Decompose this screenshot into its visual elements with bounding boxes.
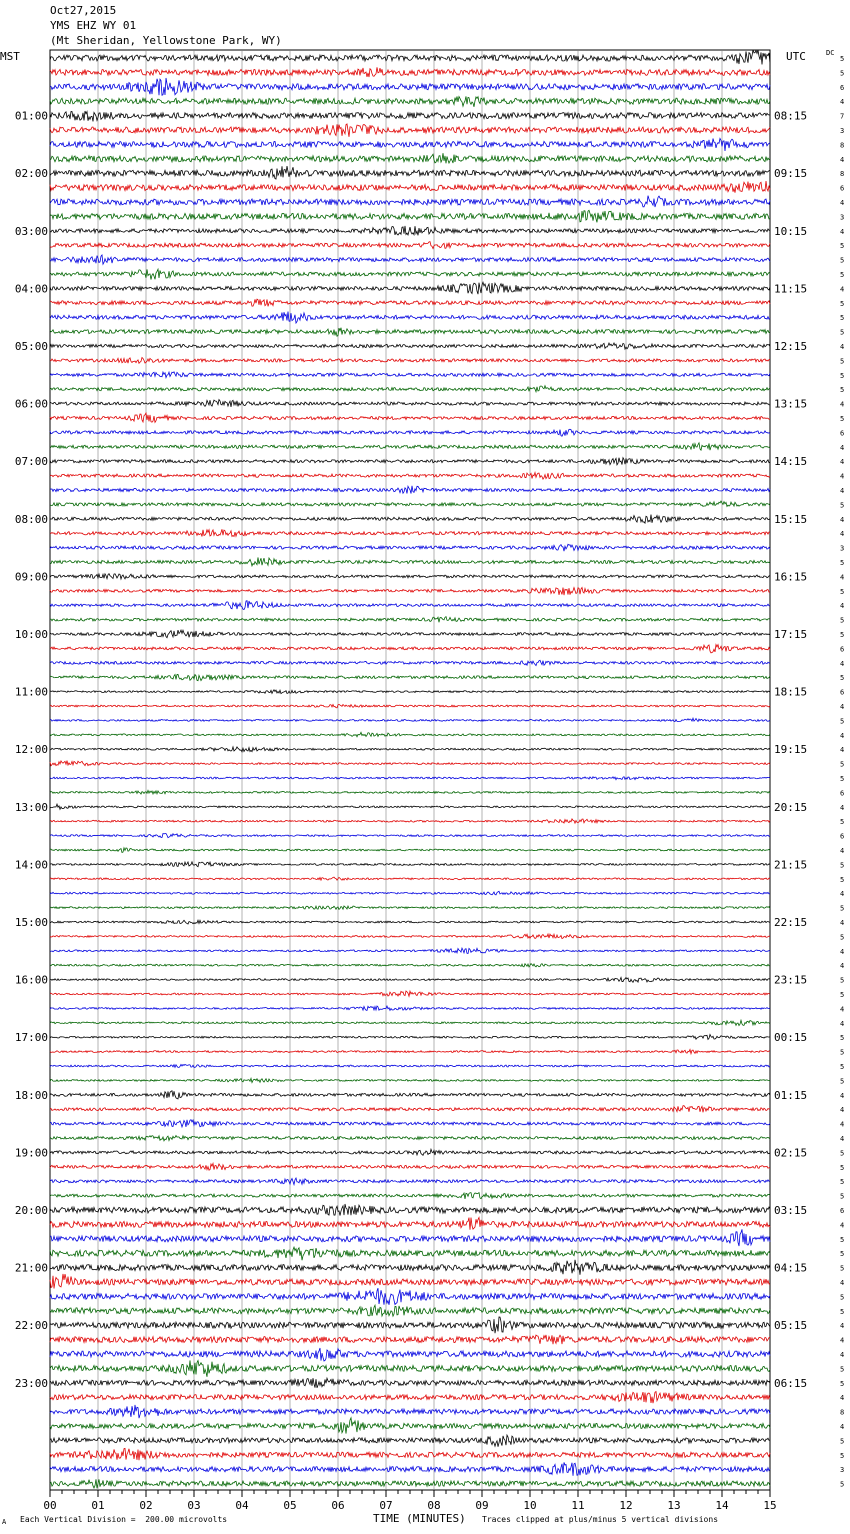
- dc-offset-label: 4: [840, 573, 845, 582]
- dc-offset-label: 5: [840, 1063, 845, 1071]
- x-tick-label: 13: [667, 1499, 681, 1512]
- trace-line: [50, 574, 770, 579]
- dc-offset-label: 5: [840, 386, 845, 395]
- dc-offset-label: 5: [840, 933, 845, 942]
- dc-offset-label: 6: [840, 184, 845, 193]
- left-timezone-label: MST: [0, 50, 20, 63]
- trace-line: [50, 67, 770, 77]
- dc-offset-label: 4: [840, 947, 845, 956]
- trace-line: [50, 153, 770, 163]
- trace-line: [50, 226, 770, 235]
- right-hour-label: 14:15: [774, 455, 808, 469]
- left-hour-label: 10:00: [14, 628, 48, 641]
- trace-line: [50, 977, 770, 982]
- dc-offset-label: 4: [840, 343, 845, 351]
- trace-line: [50, 1229, 770, 1246]
- dc-offset-label: 5: [840, 1437, 845, 1446]
- dc-offset-label: 5: [840, 587, 845, 596]
- right-hour-label: 23:15: [774, 973, 808, 987]
- right-hour-label: 17:15: [774, 628, 808, 641]
- left-hour-label: 07:00: [14, 455, 48, 469]
- right-hour-label: 21:15: [774, 858, 808, 872]
- left-hour-label: 15:00: [14, 916, 48, 929]
- trace-line: [50, 747, 770, 752]
- dc-offset-label: 4: [840, 472, 845, 481]
- dc-offset-label: 6: [840, 789, 845, 798]
- dc-offset-label: 4: [840, 1423, 845, 1431]
- right-hour-label: 16:15: [774, 570, 808, 584]
- trace-line: [50, 372, 770, 378]
- trace-line: [50, 848, 770, 853]
- dc-offset-label: 5: [840, 1034, 845, 1043]
- dc-offset-label: 3: [840, 213, 845, 222]
- dc-offset-label: 5: [840, 861, 845, 870]
- dc-offset-label: 4: [840, 1394, 845, 1403]
- right-hour-label: 18:15: [774, 685, 808, 699]
- trace-line: [50, 1035, 770, 1040]
- x-tick-label: 05: [283, 1499, 297, 1512]
- dc-offset-label: 5: [840, 55, 845, 63]
- dc-offset-label: 5: [840, 1163, 845, 1172]
- trace-line: [50, 343, 770, 349]
- dc-offset-label: 4: [840, 731, 845, 740]
- dc-offset-label: 8: [840, 141, 845, 150]
- dc-offset-label: 4: [840, 1135, 845, 1143]
- trace-line: [50, 877, 770, 880]
- dc-offset-label: 4: [840, 1019, 845, 1028]
- dc-offset-label: 5: [840, 271, 845, 279]
- trace-line: [50, 515, 770, 524]
- left-hour-label: 12:00: [14, 743, 48, 757]
- trace-line: [50, 400, 770, 407]
- x-tick-label: 12: [619, 1499, 633, 1512]
- right-hour-label: 04:15: [774, 1261, 808, 1275]
- dc-offset-label: 5: [840, 1235, 845, 1244]
- right-hour-label: 11:15: [774, 282, 808, 296]
- trace-line: [50, 1448, 770, 1460]
- dc-offset-label: 4: [840, 199, 845, 207]
- trace-line: [50, 777, 770, 780]
- dc-offset-label: 5: [840, 256, 845, 265]
- trace-line: [50, 862, 770, 867]
- trace-line: [50, 920, 770, 924]
- trace-line: [50, 312, 770, 323]
- dc-offset-label: 3: [840, 1466, 845, 1475]
- trace-line: [50, 934, 770, 939]
- dc-offset-label: 5: [840, 616, 845, 625]
- trace-line: [50, 660, 770, 665]
- dc-offset-label: 5: [840, 242, 845, 251]
- trace-line: [50, 1462, 770, 1475]
- trace-line: [50, 790, 770, 794]
- dc-offset-label: 4: [840, 1279, 845, 1287]
- dc-offset-label: 8: [840, 170, 845, 179]
- right-hour-label: 08:15: [774, 109, 808, 123]
- dc-offset-label: 5: [840, 1264, 845, 1273]
- trace-line: [50, 486, 770, 494]
- dc-offset-label: 4: [840, 1005, 845, 1014]
- trace-line: [50, 1006, 770, 1010]
- trace-line: [50, 413, 770, 422]
- dc-offset-label: 4: [840, 1336, 845, 1345]
- right-hour-label: 20:15: [774, 800, 808, 814]
- right-hour-label: 01:15: [774, 1088, 808, 1102]
- dc-offset-label: 4: [840, 98, 845, 107]
- trace-line: [50, 819, 770, 823]
- left-hour-label: 22:00: [14, 1319, 48, 1333]
- dc-offset-label: 6: [840, 832, 845, 841]
- dc-offset-label: 4: [840, 458, 845, 467]
- trace-line: [50, 1136, 770, 1141]
- dc-offset-label: 5: [840, 357, 845, 366]
- x-tick-label: 11: [571, 1499, 585, 1512]
- trace-line: [50, 299, 770, 306]
- dc-offset-label: 6: [840, 645, 845, 654]
- left-hour-label: 02:00: [14, 167, 48, 181]
- trace-line: [50, 1049, 770, 1053]
- trace-line: [50, 1064, 770, 1067]
- x-tick-label: 10: [523, 1499, 537, 1512]
- left-hour-label: 18:00: [14, 1088, 48, 1102]
- right-hour-label: 19:15: [774, 743, 808, 757]
- dc-offset-label: 5: [840, 1048, 845, 1057]
- trace-line: [50, 358, 770, 364]
- trace-line: [50, 328, 770, 337]
- dc-offset-label: 4: [840, 487, 845, 495]
- dc-offset-label: 4: [840, 803, 845, 812]
- x-tick-label: 02: [139, 1499, 153, 1512]
- dc-offset-label: 5: [840, 559, 845, 567]
- x-axis-label: TIME (MINUTES): [373, 1512, 466, 1525]
- trace-line: [50, 891, 770, 894]
- trace-line: [50, 1274, 770, 1289]
- trace-line: [50, 1178, 770, 1184]
- trace-line: [50, 761, 770, 766]
- trace-line: [50, 501, 770, 506]
- dc-offset-label: 5: [840, 1149, 845, 1158]
- dc-offset-label: 5: [840, 818, 845, 827]
- dc-offset-label: 4: [840, 443, 845, 452]
- left-hour-label: 21:00: [14, 1261, 48, 1275]
- dc-offset-label: 4: [840, 659, 845, 668]
- dc-offset-label: 5: [840, 1480, 845, 1489]
- trace-line: [50, 242, 770, 249]
- left-hour-label: 08:00: [14, 512, 48, 526]
- dc-offset-label: 5: [840, 631, 845, 639]
- trace-line: [50, 964, 770, 967]
- trace-line: [50, 1360, 770, 1376]
- dc-offset-label: 4: [840, 285, 845, 294]
- dc-offset-label: 5: [840, 991, 845, 999]
- plot-border: [50, 50, 770, 1490]
- left-hour-label: 13:00: [14, 800, 48, 814]
- right-hour-label: 12:15: [774, 340, 808, 353]
- trace-line: [50, 544, 770, 551]
- trace-line: [50, 473, 770, 480]
- x-tick-label: 15: [763, 1499, 777, 1512]
- dc-offset-label: 4: [840, 602, 845, 611]
- trace-line: [50, 96, 770, 106]
- left-hour-label: 01:00: [14, 109, 48, 123]
- trace-line: [50, 429, 770, 436]
- dc-offset-label: 5: [840, 1192, 845, 1201]
- left-hour-label: 16:00: [14, 973, 48, 987]
- dc-offset-label: 6: [840, 429, 845, 438]
- dc-label: DC: [826, 49, 835, 57]
- trace-line: [50, 1378, 770, 1388]
- trace-line: [50, 1288, 770, 1305]
- trace-line: [50, 690, 770, 694]
- trace-line: [50, 124, 770, 137]
- trace-line: [50, 630, 770, 638]
- trace-line: [50, 1479, 770, 1488]
- trace-line: [50, 557, 770, 565]
- left-hour-label: 04:00: [14, 282, 48, 296]
- right-hour-label: 02:15: [774, 1146, 808, 1160]
- trace-line: [50, 704, 770, 707]
- left-hour-label: 11:00: [14, 685, 48, 699]
- left-hour-label: 23:00: [14, 1376, 48, 1390]
- left-hour-label: 09:00: [14, 570, 48, 584]
- trace-line: [50, 674, 770, 680]
- trace-line: [50, 166, 770, 179]
- x-tick-label: 03: [187, 1499, 201, 1512]
- dc-offset-label: 5: [840, 1178, 845, 1187]
- trace-line: [50, 282, 770, 294]
- clip-note: Traces clipped at plus/minus 5 vertical divisions: [482, 1515, 719, 1524]
- header-station: YMS EHZ WY 01: [50, 19, 137, 32]
- trace-line: [50, 1204, 770, 1216]
- dc-offset-label: 5: [840, 717, 845, 726]
- trace-line: [50, 645, 770, 653]
- dc-offset-label: 5: [840, 775, 845, 783]
- trace-line: [50, 1091, 770, 1099]
- left-hour-label: 03:00: [14, 224, 48, 238]
- dc-offset-label: 5: [840, 1307, 845, 1316]
- trace-line: [50, 718, 770, 721]
- left-mark: A: [2, 1518, 7, 1526]
- dc-offset-label: 5: [840, 69, 845, 78]
- trace-line: [50, 1149, 770, 1155]
- x-tick-label: 00: [43, 1499, 57, 1512]
- dc-offset-label: 7: [840, 112, 845, 121]
- left-hour-label: 19:00: [14, 1146, 48, 1160]
- dc-offset-label: 5: [840, 314, 845, 323]
- dc-offset-label: 4: [840, 1221, 845, 1230]
- dc-offset-label: 4: [840, 746, 845, 755]
- dc-offset-label: 5: [840, 415, 845, 423]
- dc-offset-label: 8: [840, 1408, 845, 1417]
- trace-line: [50, 255, 770, 264]
- left-hour-label: 14:00: [14, 858, 48, 872]
- dc-offset-label: 5: [840, 299, 845, 308]
- left-hour-label: 17:00: [14, 1031, 48, 1045]
- trace-line: [50, 1106, 770, 1113]
- right-hour-label: 10:15: [774, 224, 808, 238]
- dc-offset-label: 4: [840, 155, 845, 164]
- trace-line: [50, 50, 770, 65]
- right-hour-label: 06:15: [774, 1376, 808, 1390]
- trace-line: [50, 1405, 770, 1418]
- dc-offset-label: 4: [840, 1106, 845, 1115]
- right-hour-label: 03:15: [774, 1204, 808, 1217]
- trace-line: [50, 1317, 770, 1333]
- dc-offset-label: 4: [840, 890, 845, 899]
- right-hour-label: 22:15: [774, 916, 808, 929]
- dc-offset-label: 5: [840, 1293, 845, 1302]
- left-hour-label: 06:00: [14, 397, 48, 411]
- header-date: Oct27,2015: [50, 4, 117, 17]
- x-tick-label: 01: [91, 1499, 105, 1512]
- trace-line: [50, 1120, 770, 1127]
- trace-line: [50, 138, 770, 150]
- dc-offset-label: 6: [840, 1207, 845, 1215]
- dc-offset-label: 5: [840, 904, 845, 913]
- dc-offset-label: 5: [840, 328, 845, 337]
- trace-line: [50, 1348, 770, 1361]
- dc-offset-label: 4: [840, 1351, 845, 1359]
- x-tick-label: 14: [715, 1499, 729, 1512]
- dc-offset-label: 4: [840, 515, 845, 524]
- trace-line: [50, 587, 770, 595]
- trace-line: [50, 1163, 770, 1170]
- trace-line: [50, 617, 770, 623]
- dc-offset-label: 3: [840, 544, 845, 553]
- trace-line: [50, 1260, 770, 1275]
- dc-offset-label: 4: [840, 962, 845, 971]
- trace-line: [50, 1392, 770, 1404]
- trace-line: [50, 111, 770, 121]
- dc-offset-label: 5: [840, 1365, 845, 1374]
- dc-offset-label: 4: [840, 1120, 845, 1129]
- dc-offset-label: 5: [840, 1451, 845, 1460]
- trace-line: [50, 948, 770, 953]
- trace-line: [50, 386, 770, 392]
- header-location: (Mt Sheridan, Yellowstone Park, WY): [50, 34, 282, 47]
- trace-line: [50, 1020, 770, 1025]
- trace-line: [50, 269, 770, 279]
- trace-line: [50, 529, 770, 536]
- left-hour-label: 20:00: [14, 1204, 48, 1217]
- dc-offset-label: 5: [840, 501, 845, 510]
- trace-line: [50, 1217, 770, 1229]
- right-hour-label: 05:15: [774, 1319, 808, 1333]
- dc-offset-label: 5: [840, 875, 845, 884]
- x-tick-label: 09: [475, 1499, 489, 1512]
- trace-line: [50, 1435, 770, 1447]
- dc-offset-label: 4: [840, 400, 845, 409]
- dc-offset-label: 5: [840, 760, 845, 769]
- trace-line: [50, 1247, 770, 1260]
- trace-line: [50, 443, 770, 450]
- dc-offset-label: 5: [840, 1379, 845, 1388]
- dc-offset-label: 5: [840, 1250, 845, 1259]
- dc-offset-label: 5: [840, 371, 845, 380]
- trace-line: [50, 991, 770, 996]
- dc-offset-label: 6: [840, 83, 845, 92]
- dc-offset-label: 4: [840, 847, 845, 855]
- dc-offset-label: 4: [840, 703, 845, 711]
- dc-offset-label: 4: [840, 227, 845, 236]
- x-tick-label: 04: [235, 1499, 249, 1512]
- dc-offset-label: 4: [840, 1091, 845, 1100]
- trace-line: [50, 196, 770, 207]
- left-hour-label: 05:00: [14, 340, 48, 353]
- dc-offset-label: 3: [840, 127, 845, 135]
- right-hour-label: 13:15: [774, 397, 808, 411]
- right-timezone-label: UTC: [786, 50, 806, 63]
- trace-line: [50, 1335, 770, 1344]
- trace-line: [50, 1305, 770, 1316]
- trace-line: [50, 181, 770, 193]
- right-hour-label: 00:15: [774, 1031, 808, 1045]
- dc-offset-label: 5: [840, 674, 845, 683]
- scale-note: Each Vertical Division = 200.00 microvolts: [20, 1515, 228, 1524]
- dc-offset-label: 4: [840, 919, 845, 927]
- trace-line: [50, 804, 770, 809]
- dc-offset-label: 6: [840, 688, 845, 697]
- x-tick-label: 08: [427, 1499, 441, 1512]
- right-hour-label: 15:15: [774, 512, 808, 526]
- dc-offset-label: 5: [840, 1077, 845, 1086]
- x-tick-label: 06: [331, 1499, 345, 1512]
- trace-line: [50, 1193, 770, 1199]
- x-tick-label: 07: [379, 1499, 393, 1512]
- trace-line: [50, 601, 770, 610]
- dc-offset-label: 4: [840, 530, 845, 539]
- right-hour-label: 09:15: [774, 167, 808, 181]
- trace-line: [50, 78, 770, 95]
- dc-offset-label: 4: [840, 1322, 845, 1331]
- dc-offset-label: 5: [840, 976, 845, 985]
- trace-line: [50, 732, 770, 736]
- trace-line: [50, 1418, 770, 1434]
- trace-line: [50, 210, 770, 222]
- trace-line: [50, 906, 770, 909]
- trace-line: [50, 1078, 770, 1082]
- trace-line: [50, 458, 770, 465]
- trace-line: [50, 833, 770, 837]
